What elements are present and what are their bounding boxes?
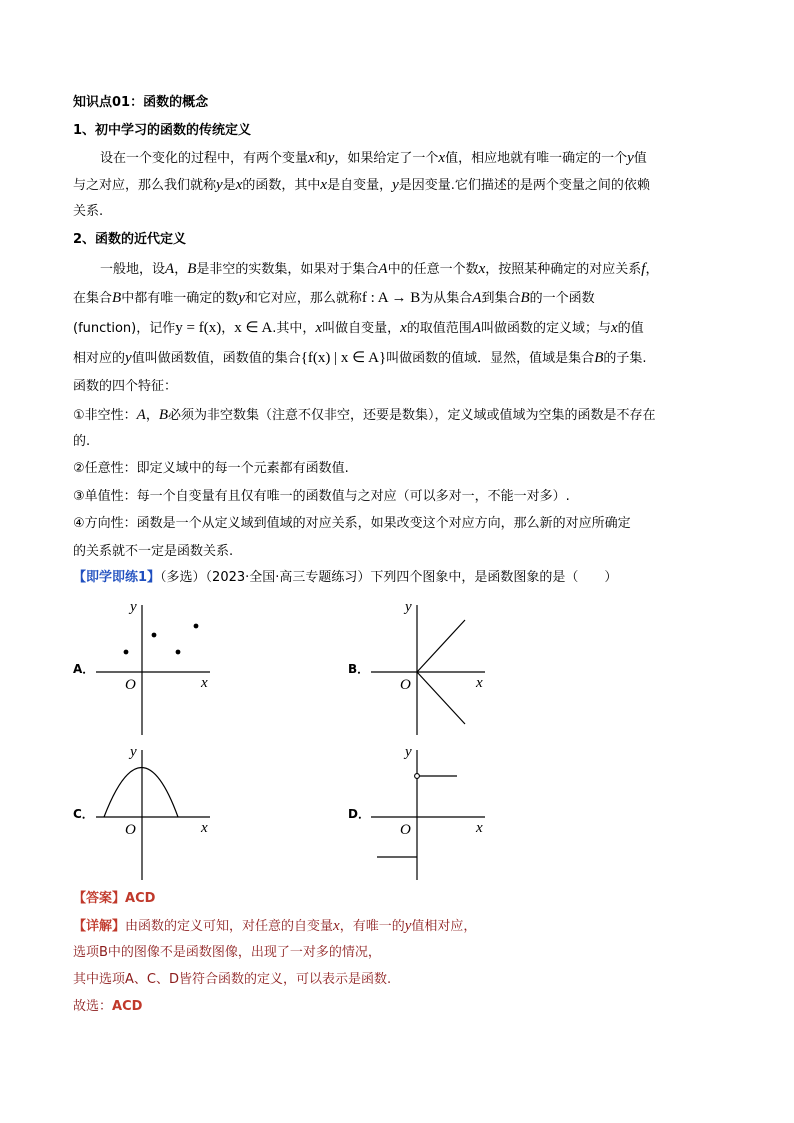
svg-text:x: x xyxy=(201,675,208,691)
feature-1-cont: 的. xyxy=(73,434,91,449)
answer-tag: 【答案】 xyxy=(73,891,126,906)
heading-traditional-definition: 1、初中学习的函数的传统定义 xyxy=(73,123,252,138)
section-title: 知识点01：函数的概念 xyxy=(73,95,209,110)
exercise-question: 【即学即练1】（多选）（2023·全国·高三专题练习）下列四个图象中，是函数图象的是（ ） xyxy=(73,570,618,585)
detail-line-3: 其中选项A、C、D皆符合函数的定义，可以表示是函数. xyxy=(73,972,392,987)
graph-d xyxy=(365,740,495,885)
paragraph-2-line-1: 一般地，设A，B是非空的实数集，如果对于集合A中的任意一个数x，按照某种确定的对应关系f， xyxy=(100,261,659,277)
svg-text:x: x xyxy=(476,820,483,836)
paragraph-1-line-2: 与之对应，那么我们就称y是x的函数，其中x是自变量，y是因变量.它们描述的是两个变量之间的依赖 xyxy=(73,177,650,193)
svg-text:O: O xyxy=(125,822,136,838)
paragraph-2-line-4: 相对应的y值叫做函数值，函数值的集合{f(x) | x ∈ A}叫做函数的值域．显然，值域是集合B的子集. xyxy=(73,350,647,366)
svg-text:O: O xyxy=(400,677,411,693)
svg-text:O: O xyxy=(400,822,411,838)
option-d-label: D． xyxy=(348,807,370,821)
paragraph-2-line-2: 在集合B中都有唯一确定的数y和它对应，那么就称f : A → B为从集合A到集合B的一个函数 xyxy=(73,290,595,306)
graph-c xyxy=(90,740,220,885)
detail-line-1: 【详解】由函数的定义可知，对任意的自变量x，有唯一的y值相对应， xyxy=(73,918,477,934)
feature-1: ①非空性：A，B必须为非空数集（注意不仅非空，还要是数集），定义域或值域为空集的函数是不存在 xyxy=(73,407,656,423)
features-title: 函数的四个特征： xyxy=(73,379,178,394)
svg-text:y: y xyxy=(130,599,137,615)
svg-text:y: y xyxy=(405,599,412,615)
option-a-label: A． xyxy=(73,662,95,676)
answer-line xyxy=(73,889,155,909)
svg-text:O: O xyxy=(125,677,136,693)
svg-text:y: y xyxy=(405,744,412,760)
svg-text:x: x xyxy=(201,820,208,836)
paragraph-2-line-3: (function)，记作y = f(x)，x ∈ A.其中，x叫做自变量，x的取值范围A叫做函数的定义域；与x的值 xyxy=(73,320,644,336)
exercise-tag: 【即学即练1】 xyxy=(73,570,161,585)
graph-b xyxy=(365,595,495,740)
svg-text:x: x xyxy=(476,675,483,691)
detail-tag: 【详解】 xyxy=(73,919,126,934)
feature-2: ②任意性：即定义域中的每一个元素都有函数值. xyxy=(73,461,349,476)
feature-3: ③单值性：每一个自变量有且仅有唯一的函数值与之对应（可以多对一，不能一对多）. xyxy=(73,489,570,504)
svg-text:y: y xyxy=(130,744,137,760)
option-c-label: C． xyxy=(73,807,94,821)
feature-4-cont: 的关系就不一定是函数关系. xyxy=(73,544,234,559)
paragraph-1-line-1: 设在一个变化的过程中，有两个变量x和y，如果给定了一个x值，相应地就有唯一确定的一个y值 xyxy=(100,150,647,166)
graph-a xyxy=(90,595,220,740)
heading-modern-definition: 2、函数的近代定义 xyxy=(73,232,187,247)
option-b-label: B． xyxy=(348,662,370,676)
detail-line-2: 选项B中的图像不是函数图像，出现了一对多的情况， xyxy=(73,945,381,960)
paragraph-1-line-3: 关系. xyxy=(73,204,104,219)
feature-4: ④方向性：函数是一个从定义域到值域的对应关系，如果改变这个对应方向，那么新的对应所确定 xyxy=(73,516,631,531)
detail-line-4: 故选：ACD xyxy=(73,999,143,1014)
answer-value: ACD xyxy=(125,891,156,906)
